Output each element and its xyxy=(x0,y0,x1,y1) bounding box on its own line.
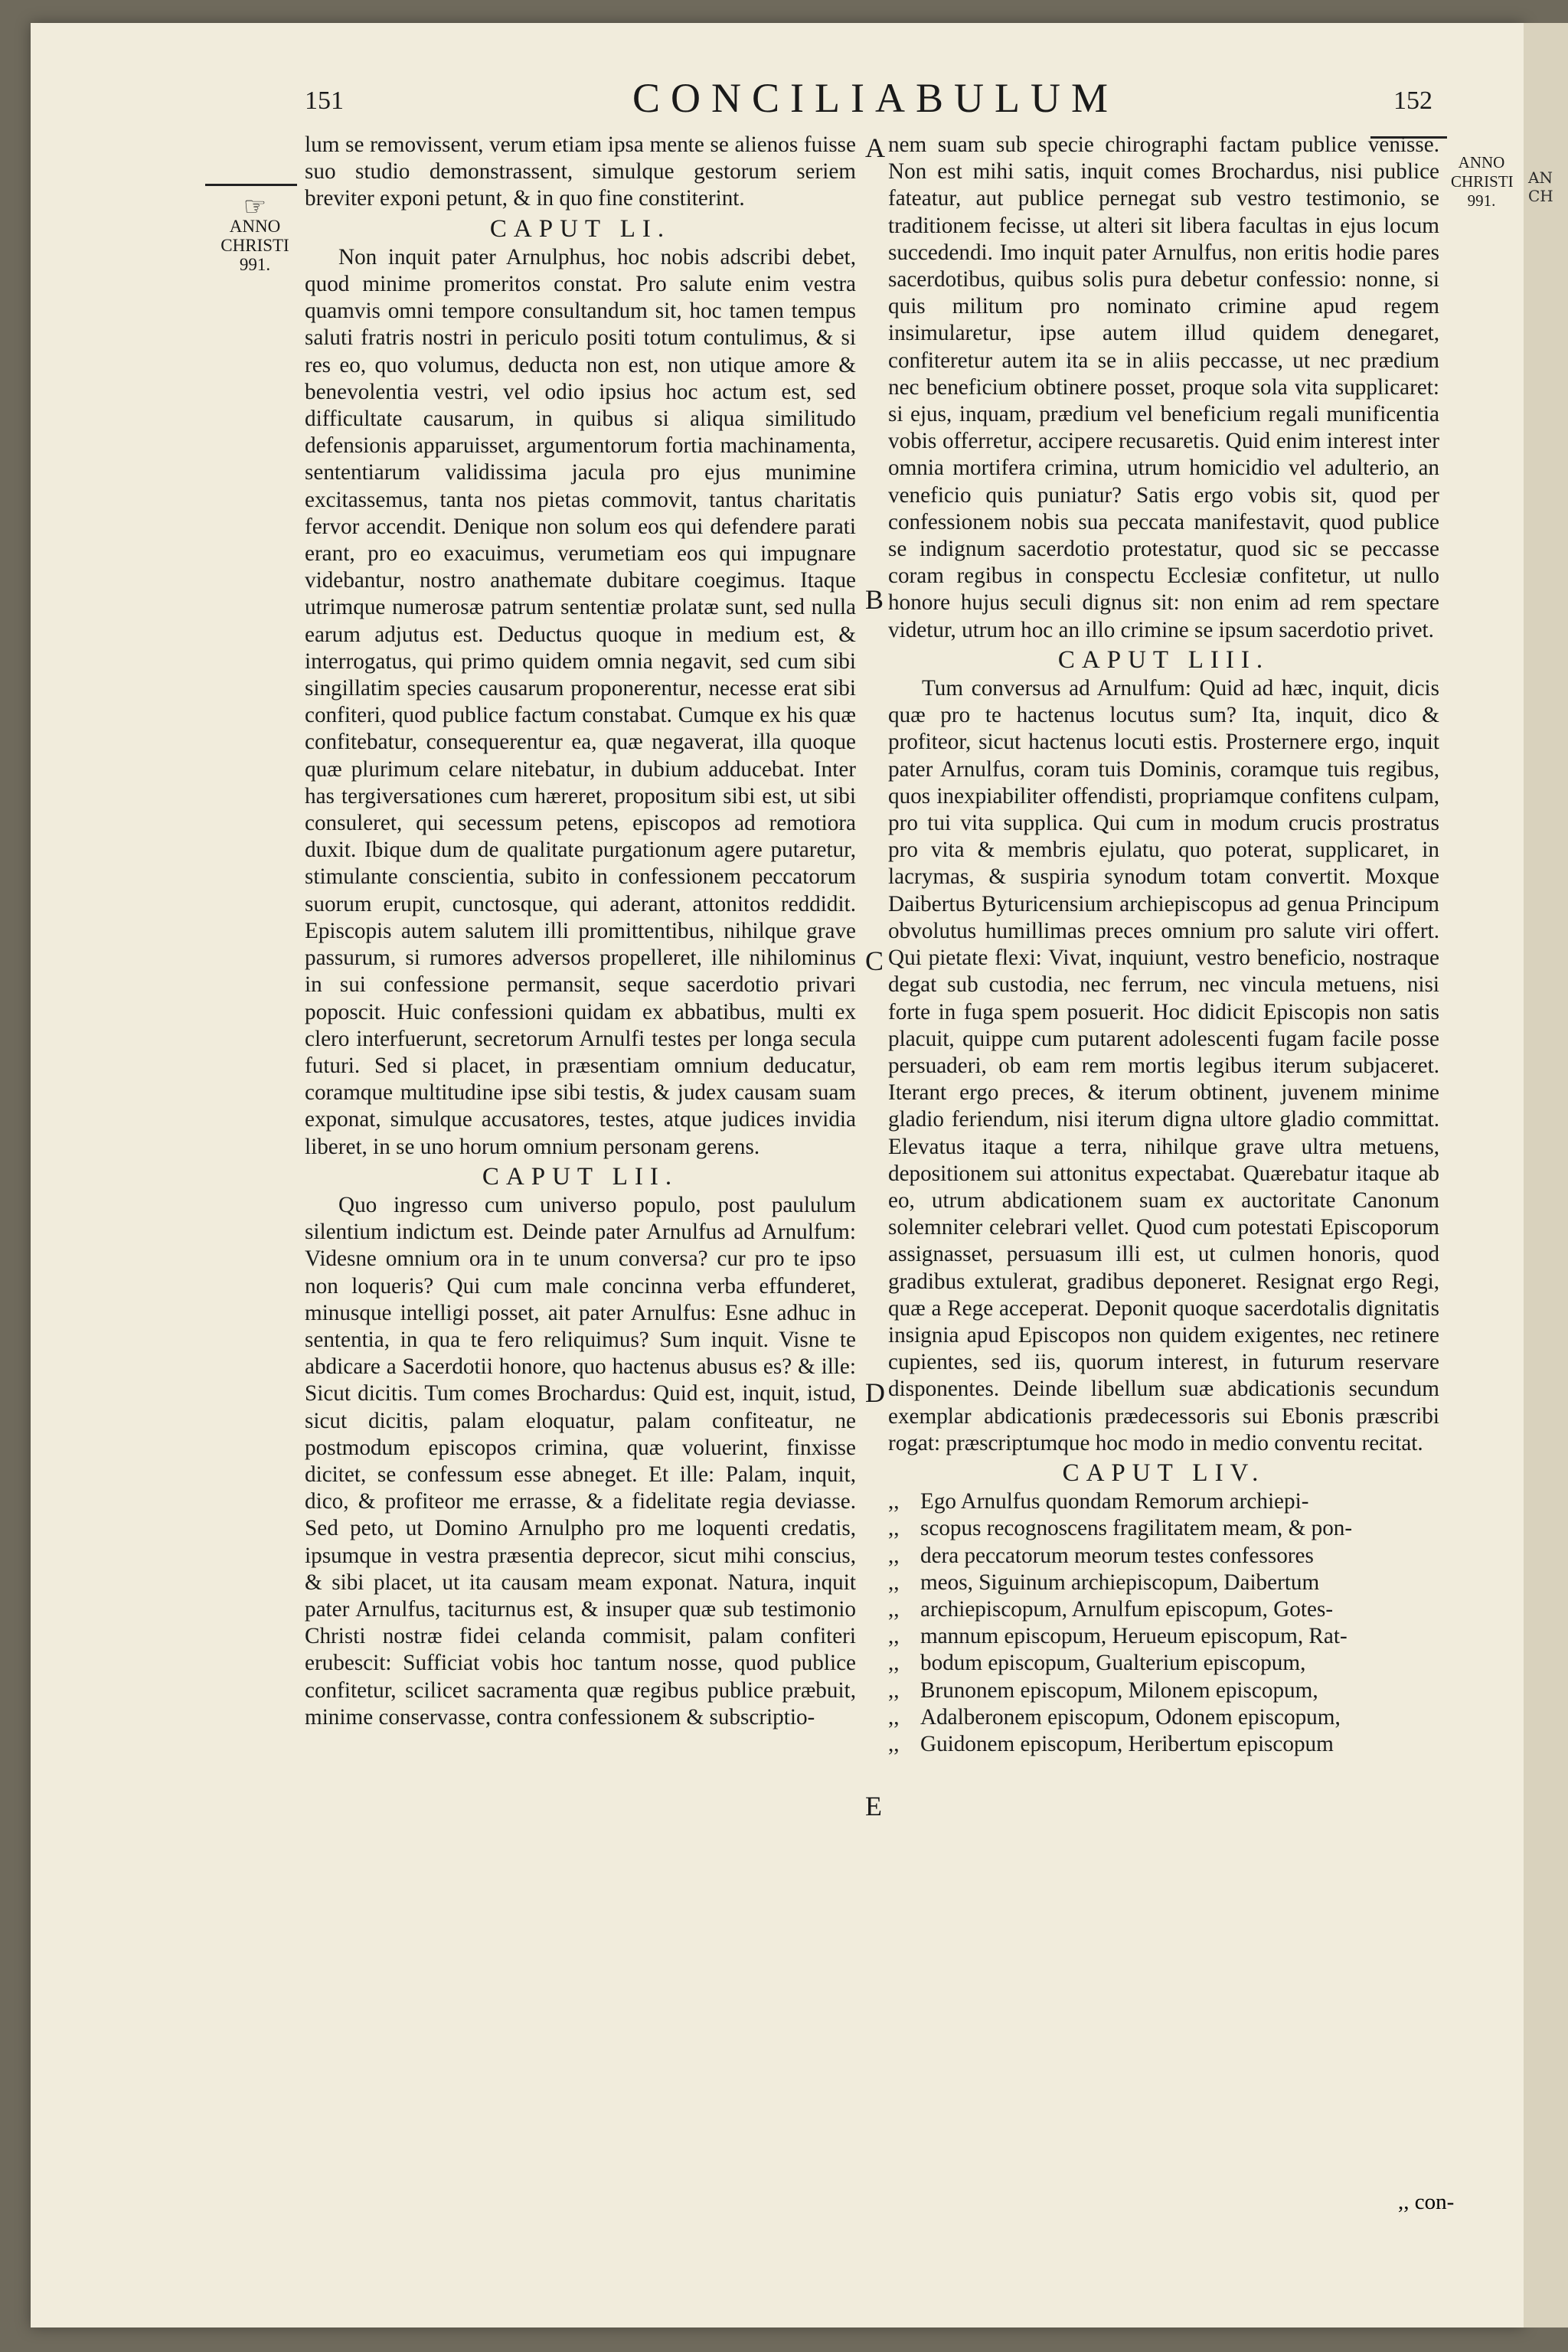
left-margin-note: ☞ ANNO CHRISTI 991. xyxy=(198,198,312,274)
quote-line: ,, archiepiscopum, Arnulfum episcopum, Gotes- xyxy=(888,1596,1334,1622)
quote-line: ,, Brunonem episcopum, Milonem episcopum, xyxy=(888,1677,1318,1703)
right-page-number: 152 xyxy=(1393,87,1432,115)
section-marker-a: A xyxy=(865,132,885,163)
left-column xyxy=(305,132,856,1731)
right-column xyxy=(888,132,1439,1758)
left-page-number: 151 xyxy=(305,87,344,115)
right-margin-note: ANNO CHRISTI 991. xyxy=(1451,153,1514,210)
facing-page-edge xyxy=(1524,23,1568,2328)
chapter-heading-53: CAPUT LIII. xyxy=(1057,645,1270,674)
chapter-51-text: Non inquit pater Arnulphus, hoc nobis adscribi debet, quod minime promeritos constat. Pro salute enim vestra quamvis omni tempore consultandum sit, hoc tamen tempus saluti fratris nostri in periculo positi totum contulimus, & si res eo, quo volumus, deducta non est, non utique amore & benevolentia vestri, vel odio ipsius hoc actum est, sed difficultate causarum, in quibus si aliqua similitudo defensionis apparuisset, argumentorum fortia machinamenta, sententiarum validissima jacula pro ejus munimine excitassemus, tanta nos pietas commovit, tantus charitatis fervor accendit. Denique non solum eos qui defendere parati erant, pro eo exacuimus, verumetiam eos qui impugnare videbantur, nostro anathemate dubitare coegimus. Itaque utrimque numerosæ patrum sententiæ prolatæ sunt, sed nulla earum adjutus est. Deductus quoque in medium est, & interrogatus, qui primo quidem omnia negavit, sed cum sibi singillatim species causarum proponerentur, necesse erat sibi confiteri, quod publice factum constabat. Cumque ex his quæ confitebatur, consequerentur ea, quæ negaverat, illa quoque quæ plurimum celare nitebatur, in dubium adducebat. Inter has tergiversationes cum hæreret, propositum sibi est, ut sibi consuleret, qui secessum petens, episcopos ad remotiora duxit. Ibique dum de qualitate purgationum agere putaretur, stimulante conscientia, subito in confessionem peccatorum suorum erupit, cunctosque, qui aderant, attonitos reddidit. Episcopis autem salutem illi promittentibus, nihilque grave passurum, si rumores adversos propelleret, ille nihilominus in sui confessione permansit, seque sacerdotio privari poposcit. Huic confessioni quidam ex abbatibus, multi ex clero interfuerunt, secretorum Arnulfi testes per longa secula futuri. Sed si placet, in præsentiam omnium deducatur, coramque multitudine ipse sibi testis, & judex causam suam exponat, simulque accusatores, testes, atque judices invidia liberet, in se uno horum omnium personam gerens. xyxy=(305,244,856,1159)
quote-line: ,, Ego Arnulfus quondam Remorum archiepi- xyxy=(888,1489,1309,1514)
chapter-53-text: Tum conversus ad Arnulfum: Quid ad hæc, inquit, dicis quæ pro te hactenus locutus sum? Ita, inquit, dico & profiteor, sicut hactenus locuti estis. Prosternere ergo, inquit pater Arnulfus, coram tuis Dominis, coramque tuis regibus, quos inexpiabiliter offendisti, propriamque confitens culpam, pro tui vita supplica. Qui cum in modum crucis prostratus pro vita & membris ejulatu, quo poterat, supplicaret, in lacrymas, & suspiria synodum totam convertit. Moxque Daibertus Byturicensium archiepiscopus ad genua Principum obvolutus humillimas preces omnium pro salute viri offert. Qui pietate flexi: Vivat, inquiunt, vestro beneficio, nostraque degat sub custodia, nec ferrum, nec vincula metuens, nisi forte in fuga spem posuerit. Hoc didicit Episcopis non satis placuit, quippe cum putarent adolescenti fugam facile posse persuaderi, ob eam rem mortis legibus iterum subjaceret. Iterant ergo preces, & iterum obtinent, juvenem minime gladio feriendum, nisi iterum digna ultore gladio committat. Elevatus itaque a terra, nihilque grave ultra metuens, depositionem sui attonitus expectabat. Quærebatur itaque ab eo, utrum abdicationem suam ex auctoritate Canonum solemniter celebrari vellet. Quod cum potestati Episcoporum assignasset, persuasum illi est, ut culmen honoris, quod gradibus extulerat, gradibus deponeret. Resignat ergo Regi, quæ a Rege acceperat. Deponit quoque sacerdotalis dignitatis insignia apud Episcopos non quidem exigentes, nec retinere cupientes, sed iis, quorum interest, in futurum reservare disponentes. Deinde libellum suæ abdicationis secundum exemplar abdicationis prædecessoris sui Ebonis præscribi rogat: præscriptumque hoc modo in medio conventu recitat. xyxy=(888,676,1439,1455)
section-marker-d: D xyxy=(865,1377,885,1408)
chapter-heading-52: CAPUT LII. xyxy=(482,1162,679,1191)
pointing-hand-icon: ☞ xyxy=(243,193,267,221)
left-opening-paragraph: lum se removissent, verum etiam ipsa mente se alienos fuisse suo studio demonstrassent, simulque gestorum seriem breviter exponi petunt, & in quo fine constiterint. xyxy=(305,132,856,211)
edge-margin-note: AN CH xyxy=(1528,168,1553,205)
right-opening-paragraph: nem suam sub specie chirographi factam publice venisse. Non est mihi satis, inquit comes Brochardus, nisi publice fateatur, aut publice pernegat sub vestro testimonio, se traditionem fecisse, ut alteri sit libera facultas in ejus locum succedendi. Imo inquit pater Arnulfus, non eritis hodie pares sacerdotibus, quibus solis pura debetur confessio: nonne, si quis militum pro nominato crimine apud regem insimularetur, ipse autem illud quidem denegaret, confiteretur autem ita se in aliis peccasse, ut nec prædium nec beneficium obtinere posset, proque sola vita supplicaret: si ejus, inquam, prædium vel beneficium regali munificentia vobis offerretur, accipere recusaretis. Quid enim interest inter omnia mortifera crimina, utrum homicidio vel adulterio, an veneficio quis puniatur? Satis ergo vobis sit, quod per confessionem nobis sua peccata manifestavit, quod publice se indignum sacerdotio protestatur, quod sic se peccasse coram regibus in conspectu Ecclesiæ confitetur, ut nullo honore hujus seculi dignus sit: non enim ad rem spectare videtur, utrum hoc an illo crimine se ipsum sacerdotio privet. xyxy=(888,132,1439,642)
quote-line: ,, Adalberonem episcopum, Odonem episcopum, xyxy=(888,1704,1341,1730)
quote-line: ,, dera peccatorum meorum testes confessores xyxy=(888,1543,1314,1568)
section-marker-b: B xyxy=(865,584,884,615)
catchword: ,, con- xyxy=(1398,2190,1455,2214)
margin-rule xyxy=(205,184,297,186)
quote-line: ,, meos, Siguinum archiepiscopum, Daibertum xyxy=(888,1570,1320,1595)
quote-line: ,, Guidonem episcopum, Heribertum episcopum xyxy=(888,1731,1334,1756)
chapter-54-quote xyxy=(888,1488,1439,1758)
page-title: CONCILIABULUM xyxy=(632,75,1119,121)
quote-line: ,, bodum episcopum, Gualterium episcopum, xyxy=(888,1651,1306,1676)
chapter-52-text: Quo ingresso cum universo populo, post paululum silentium indictum est. Deinde pater Arnulfus ad Arnulfum: Videsne omnium ora in te unum conversa? cur pro te ipso non loqueris? Qui cum male concinna verba effunderet, minusque intelligi posset, ait pater Arnulfus: Esne adhuc in sententia, in qua te fero reliquimus? Sum inquit. Visne te abdicare a Sacerdotii honore, quo hactenus abusus es? & ille: Sicut dicitis. Tum comes Brochardus: Quid est, inquit, istud, sicut dicitis, palam eloquatur, palam confiteatur, ne postmodum episcopos crimina, quæ voluerint, finxisse dicitet, se confessum esse abneget. Et ille: Palam, inquit, dico, & profiteor me errasse, & a fidelitate regia deviasse. Sed peto, ut Domino Arnulpho pro me loquenti credatis, ipsumque in vestra præsentia deprecor, sicut mihi conscius, & sibi placet, ut ita causam meam exponat. Natura, inquit pater Arnulfus, taciturnus est, & insuper quæ sub testimonio Christi nostræ fidei celanda commisit, palam confiteri erubescit: Sufficiat vobis hoc tantum nosse, quod publice confitetur, scilicet sacramenta quæ regibus publice præbuit, minime conservasse, contra confessionem & subscriptio- xyxy=(305,1192,856,1730)
section-marker-e: E xyxy=(865,1791,882,1821)
running-head xyxy=(0,73,1568,126)
section-marker-c: C xyxy=(865,946,884,976)
quote-line: ,, mannum episcopum, Herueum episcopum, Rat- xyxy=(888,1624,1348,1649)
chapter-heading-54: CAPUT LIV. xyxy=(1062,1459,1266,1487)
quote-line: ,, scopus recognoscens fragilitatem meam, & pon- xyxy=(888,1516,1353,1541)
chapter-heading-51: CAPUT LI. xyxy=(489,214,671,243)
